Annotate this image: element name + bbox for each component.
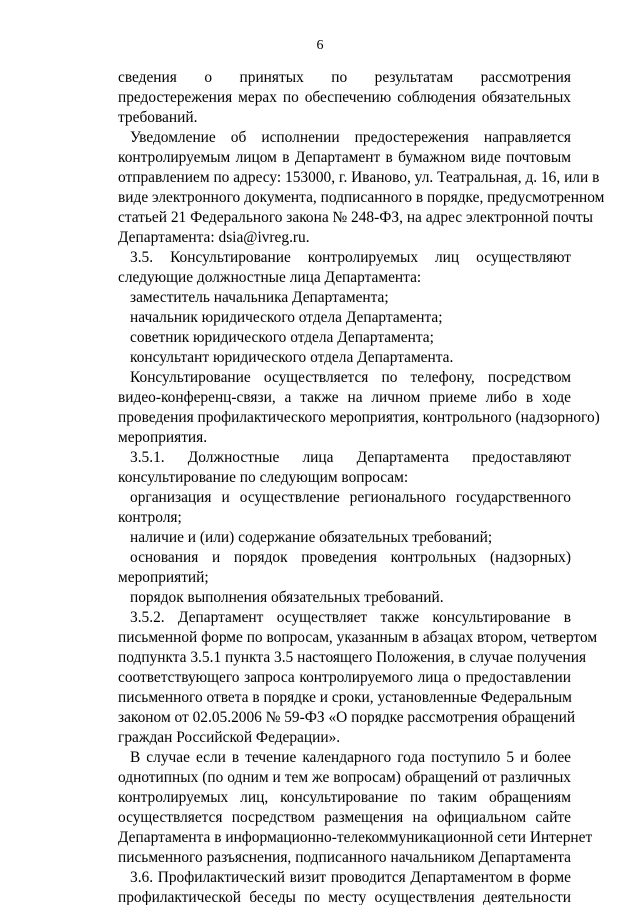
text-line: виде электронного документа, подписанного в порядке, предусмотренном xyxy=(118,189,605,206)
text-line: Уведомление об исполнении предостережения направляется xyxy=(130,129,571,146)
text-line: подпункта 3.5.1 пункта 3.5 настоящего Положения, в случае получения xyxy=(118,649,587,666)
text-line: начальник юридического отдела Департамента; xyxy=(130,309,443,326)
text-line: основания и порядок проведения контрольных (надзорных) xyxy=(130,549,571,566)
text-line: порядок выполнения обязательных требований. xyxy=(130,589,444,606)
page-number: 6 xyxy=(316,38,324,53)
text-line: В случае если в течение календарного года поступило 5 и более xyxy=(130,749,571,766)
text-line: требований. xyxy=(118,109,198,126)
text-line: контролируемых лиц, консультирование по таким обращениям xyxy=(118,789,571,806)
text-line: видео-конференц-связи, а также на личном приеме либо в ходе xyxy=(118,389,571,406)
text-line: 3.6. Профилактический визит проводится Департаментом в форме xyxy=(130,869,571,885)
text-line: Консультирование осуществляется по телефону, посредством xyxy=(130,369,571,386)
text-line: наличие и (или) содержание обязательных требований; xyxy=(130,529,493,546)
text-line: сведения о принятых по результатам рассмотрения xyxy=(118,69,571,86)
text-line: заместитель начальника Департамента; xyxy=(130,289,389,306)
text-line: 3.5. Консультирование контролируемых лиц осуществляют xyxy=(130,249,571,266)
text-line: граждан Российской Федерации». xyxy=(118,729,341,746)
text-line: отправлением по адресу: 153000, г. Иваново, ул. Театральная, д. 16, или в xyxy=(118,169,600,186)
text-line: осуществляется посредством размещения на официальном сайте xyxy=(118,809,571,826)
text-line: соответствующего запроса контролируемого лица о предоставлении xyxy=(118,669,571,686)
text-line: мероприятия. xyxy=(118,429,208,446)
text-line: предостережения мерах по обеспечению соблюдения обязательных xyxy=(118,89,571,106)
text-line: 3.5.1. Должностные лица Департамента предоставляют xyxy=(130,449,571,466)
text-line: советник юридического отдела Департамента; xyxy=(130,329,434,346)
text-line: статьей 21 Федерального закона № 248-ФЗ, на адрес электронной почты xyxy=(118,209,593,226)
text-line: однотипных (по одним и тем же вопросам) обращений от различных xyxy=(118,769,571,786)
text-line: мероприятий; xyxy=(118,569,209,586)
text-line: письменного ответа в порядке и сроки, установленные Федеральным xyxy=(118,689,572,706)
text-line: письменной форме по вопросам, указанным в абзацах втором, четвертом xyxy=(118,629,598,646)
text-line: контроля; xyxy=(118,509,182,526)
text-line: следующие должностные лица Департамента: xyxy=(118,269,422,286)
text-line: Департамента в информационно-телекоммуникационной сети Интернет xyxy=(118,829,593,846)
text-line: консультант юридического отдела Департамента. xyxy=(130,349,454,366)
text-line: законом от 02.05.2006 № 59-ФЗ «О порядке рассмотрения обращений xyxy=(118,709,576,726)
text-line: контролируемым лицом в Департамент в бумажном виде почтовым xyxy=(118,149,571,166)
text-line: 3.5.2. Департамент осуществляет также консультирование в xyxy=(130,609,571,626)
text-line: консультирование по следующим вопросам: xyxy=(118,469,409,486)
text-line: Департамента: dsia@ivreg.ru. xyxy=(118,229,310,246)
text-line: письменного разъяснения, подписанного начальником Департамента xyxy=(118,849,571,866)
text-line: организация и осуществление регионального государственного xyxy=(130,489,571,506)
text-line: профилактической беседы по месту осуществления деятельности xyxy=(118,889,571,905)
text-line: проведения профилактического мероприятия, контрольного (надзорного) xyxy=(118,409,600,426)
